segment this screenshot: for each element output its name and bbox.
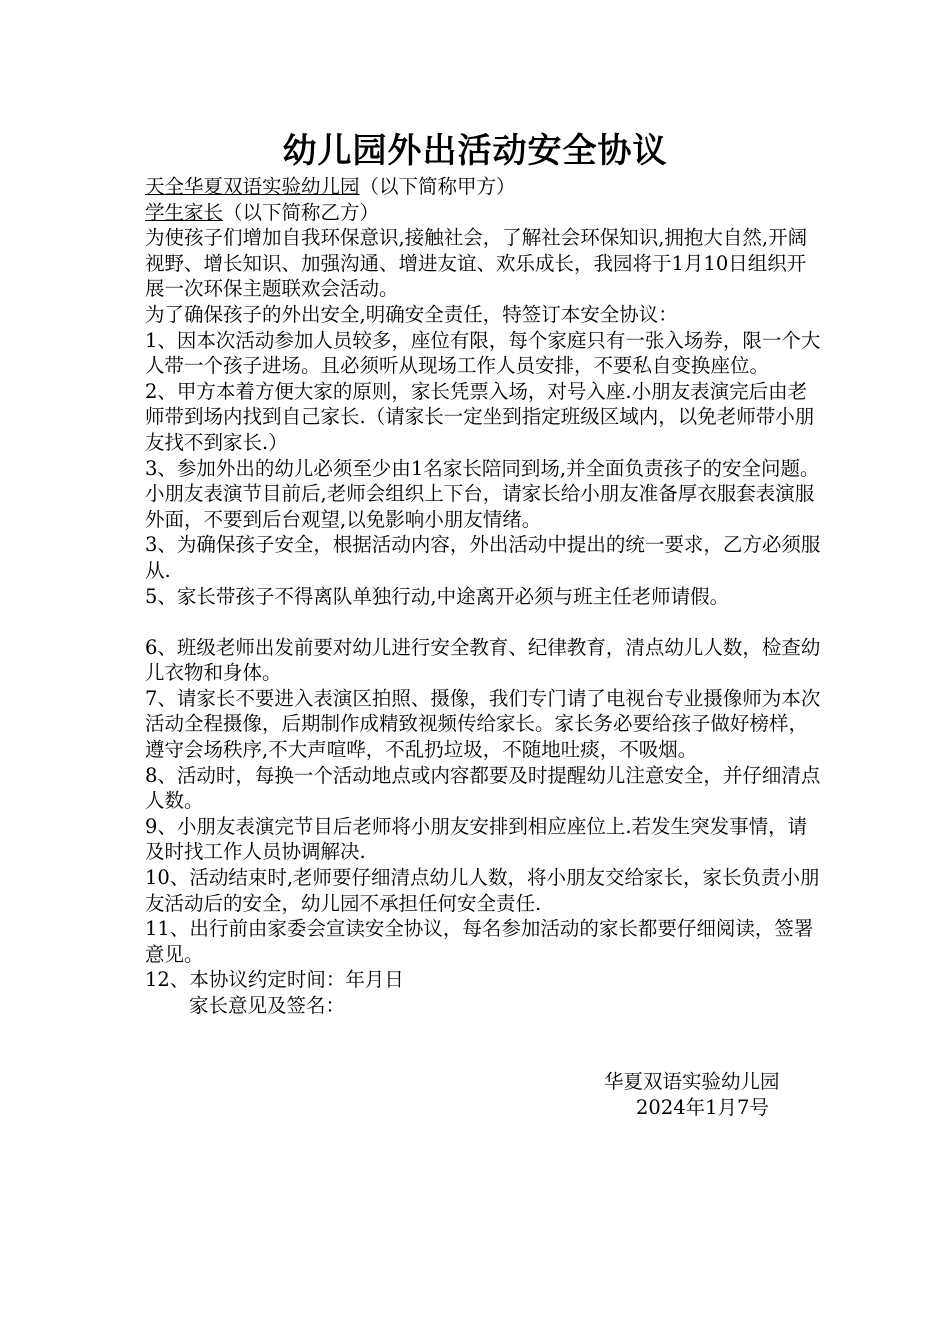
clause-5: 5、家长带孩子不得离队单独行动,中途离开必须与班主任老师请假。 xyxy=(145,584,730,608)
clause-10: 10、活动结束时,老师要仔细清点幼儿人数，将小朋友交给家长，家长负责小朋友活动后的安全，幼儿园不承担任何安全责任. xyxy=(145,866,820,915)
party-a-line xyxy=(145,174,825,200)
document-body xyxy=(145,174,825,1019)
clause-4: 3、为确保孩子安全，根据活动内容，外出活动中提出的统一要求，乙方必须服从. xyxy=(145,533,821,582)
party-b-suffix: （以下简称乙方） xyxy=(223,200,380,224)
clause-7: 7、请家长不要进入表演区拍照、摄像，我们专门请了电视台专业摄像师为本次活动全程摄像，后期制作成精致视频传给家长。家长务必要给孩子做好榜样，遵守会场秩序,不大声喧哗，不乱扔垃圾，不随地吐痰，不吸烟。 xyxy=(145,686,821,762)
party-b-name: 学生家长 xyxy=(145,200,224,224)
signature-date: 2024年1月7号 xyxy=(636,1096,769,1119)
party-a-suffix: （以下简称甲方） xyxy=(359,175,516,198)
party-b-line xyxy=(145,200,825,226)
clause-3: 3、参加外出的幼儿必须至少由1名家长陪同到场,并全面负责孩子的安全问题。小朋友表演节目前后,老师会组织上下台，请家长给小朋友准备厚衣服套表演服外面，不要到后台观望,以免影响小朋友情绪。 xyxy=(145,456,820,531)
clause-2: 2、甲方本着方便大家的原则，家长凭票入场，对号入座.小朋友表演完后由老师带到场内找到自己家长.（请家长一定坐到指定班级区域内，以免老师带小朋友找不到家长.） xyxy=(145,379,815,454)
clause-8: 8、活动时，每换一个活动地点或内容都要及时提醒幼儿注意安全，并仔细清点人数。 xyxy=(145,763,821,813)
clause-12: 12、本协议约定时间：年月日 xyxy=(145,968,404,992)
clause-1: 1、因本次活动参加人员较多，座位有限，每个家庭只有一张入场券，限一个大人带一个孩子进场。且必须听从现场工作人员安排，不要私自变换座位。 xyxy=(145,328,821,378)
clause-11: 11、出行前由家委会宣读安全协议，每名参加活动的家长都要仔细阅读，签署意见。 xyxy=(145,917,814,966)
blank-line xyxy=(145,609,825,635)
clause-6: 6、班级老师出发前要对幼儿进行安全教育、纪律教育，清点幼儿人数，检查幼儿衣物和身体。 xyxy=(145,635,821,685)
purpose-paragraph: 为了确保孩子的外出安全,明确安全责任，特签订本安全协议： xyxy=(145,302,678,326)
document-title: 幼儿园外出活动安全协议 xyxy=(282,131,668,171)
signature-organization: 华夏双语实验幼儿园 xyxy=(604,1070,780,1093)
parent-signature-label: 家长意见及签名： xyxy=(189,994,346,1017)
party-a-name: 天全华夏双语实验幼儿园 xyxy=(145,175,360,198)
clause-9: 9、小朋友表演完节目后老师将小朋友安排到相应座位上.若发生突发事情，请及时找工作人员协调解决. xyxy=(145,814,808,864)
intro-paragraph: 为使孩子们增加自我环保意识,接触社会，了解社会环保知识,拥抱大自然,开阔视野、增长知识、加强沟通、增进友谊、欢乐成长，我园将于1月10日组织开展一次环保主题联欢会活动。 xyxy=(145,226,808,301)
